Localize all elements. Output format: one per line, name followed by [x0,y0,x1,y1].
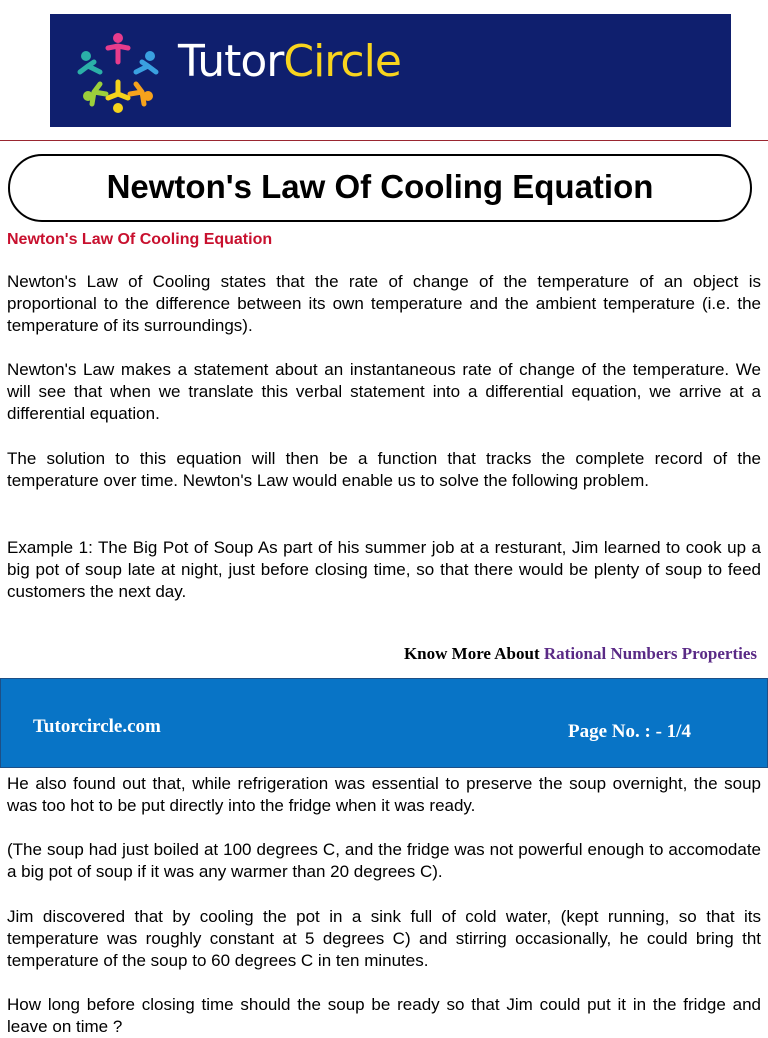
paragraph-definition: Newton's Law of Cooling states that the rate of change of the temperature of an object is proportional to the difference between its own temperature and the ambient temperature (i.e. the temperature of its surroundings). [7,272,761,335]
footer-page-number: Page No. : - 1/4 [568,721,691,742]
brand-word-tutor: Tutor [178,36,284,87]
paragraph-question: How long before closing time should the soup be ready so that Jim could put it in the fridge and leave on time ? [7,995,761,1036]
people-circle-logo-icon [72,28,164,114]
brand-banner [50,14,731,127]
paragraph-refrigeration: He also found out that, while refrigeration was essential to preserve the soup overnight, the soup was too hot to be put directly into the fridge when it was ready. [7,774,761,815]
brand-wordmark [178,36,401,87]
title-box [8,154,752,222]
paragraph-example: Example 1: The Big Pot of Soup As part of his summer job at a resturant, Jim learned to cook up a big pot of soup late at night, just before closing time, so that there would be plenty of soup to feed customers the next day. [7,538,761,601]
know-more-link[interactable]: Rational Numbers Properties [543,644,757,663]
paragraph-cooling-sink: Jim discovered that by cooling the pot in a sink full of cold water, (kept running, so that its temperature was roughly constant at 5 degrees C) and stirring occasionally, he could bring tht temperature of the soup to 60 degrees C in ten minutes. [7,907,761,970]
paragraph-solution: The solution to this equation will then be a function that tracks the complete record of the temperature over time. Newton's Law would enable us to solve the following problem. [7,449,761,490]
page-title: Newton's Law Of Cooling Equation [106,168,654,205]
header-divider [0,140,768,141]
page-footer-band [0,678,768,768]
paragraph-statement: Newton's Law makes a statement about an instantaneous rate of change of the temperature. We will see that when we translate this verbal statement into a differential equation, we arrive at a differential equation. [7,360,761,423]
know-more-prefix: Know More About [403,644,540,663]
footer-site-name: Tutorcircle.com [33,716,161,737]
brand-word-circle: Circle [283,36,401,87]
paragraph-boiling: (The soup had just boiled at 100 degrees C, and the fridge was not powerful enough to accomodate a big pot of soup if it was any warmer than 20 degrees C). [7,840,761,881]
know-more-line [404,644,757,664]
section-heading: Newton's Law Of Cooling Equation [7,231,273,248]
